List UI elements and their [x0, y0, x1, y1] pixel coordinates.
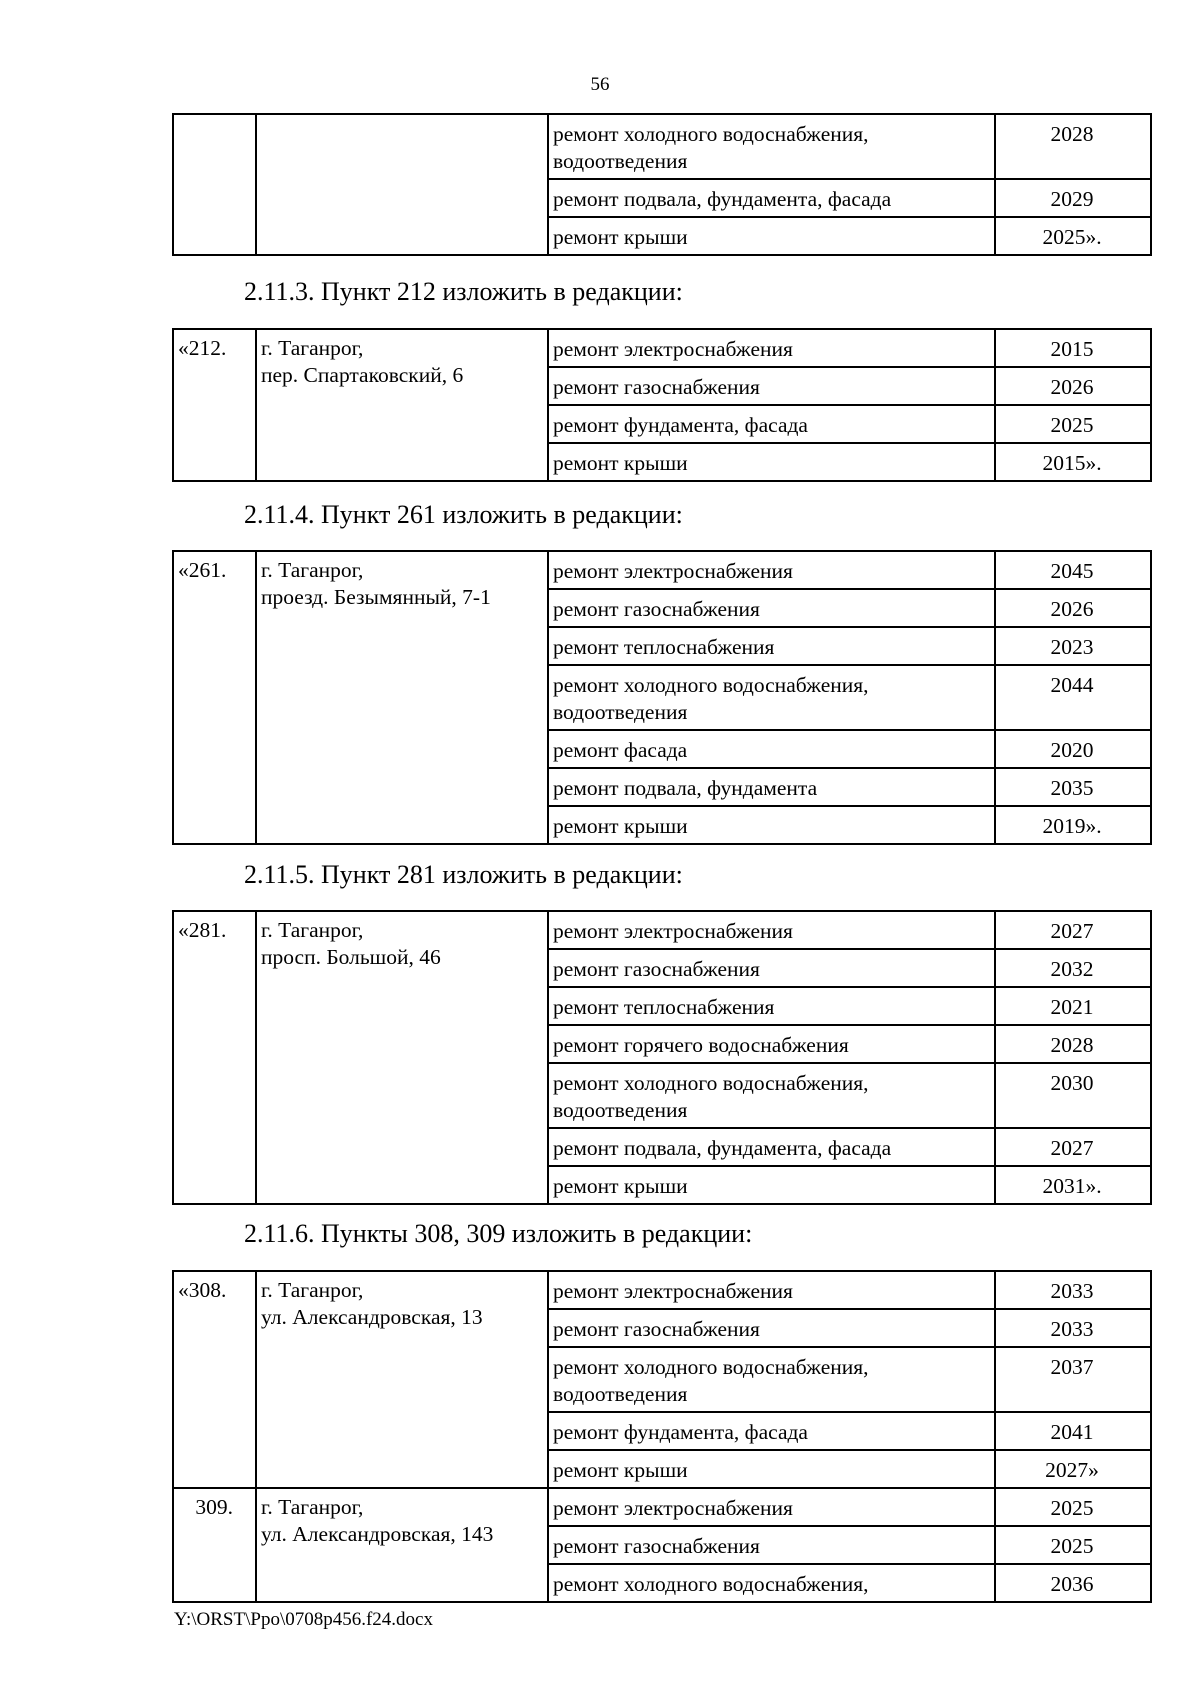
- works-table-212: [172, 328, 1152, 482]
- address-street: пер. Спартаковский, 6: [261, 363, 464, 387]
- item-address-cell: [256, 551, 548, 844]
- address-street: проезд. Безымянный, 7-1: [261, 585, 491, 609]
- page-number: 56: [590, 74, 610, 95]
- year-cell: 2033: [995, 1271, 1151, 1309]
- year-cell: 2027»: [995, 1450, 1151, 1488]
- year-cell: 2028: [995, 1025, 1151, 1063]
- section-heading: 2.11.3. Пункт 212 изложить в редакции:: [244, 277, 683, 306]
- work-type-cell: ремонт газоснабжения: [548, 367, 995, 405]
- item-number-cell: «212.: [173, 329, 256, 481]
- address-street: ул. Александровская, 143: [261, 1522, 494, 1546]
- item-number-cell: «281.: [173, 911, 256, 1204]
- work-type-cell: ремонт газоснабжения: [548, 589, 995, 627]
- year-cell: 2026: [995, 367, 1151, 405]
- work-type-cell: ремонт газоснабжения: [548, 949, 995, 987]
- year-cell: 2025».: [995, 217, 1151, 255]
- work-type-cell: ремонт крыши: [548, 217, 995, 255]
- item-address-cell: [256, 1488, 548, 1602]
- work-type-cell: ремонт электроснабжения: [548, 329, 995, 367]
- year-cell: 2026: [995, 589, 1151, 627]
- work-type-cell: ремонт газоснабжения: [548, 1309, 995, 1347]
- year-cell: 2025: [995, 1526, 1151, 1564]
- year-cell: 2033: [995, 1309, 1151, 1347]
- address-city: г. Таганрог,: [261, 558, 364, 582]
- works-table-281: [172, 910, 1152, 1205]
- year-cell: 2027: [995, 911, 1151, 949]
- address-city: г. Таганрог,: [261, 336, 364, 360]
- year-cell: 2015: [995, 329, 1151, 367]
- year-cell: 2032: [995, 949, 1151, 987]
- year-cell: 2020: [995, 730, 1151, 768]
- work-type-cell: ремонт электроснабжения: [548, 1488, 995, 1526]
- year-cell: 2021: [995, 987, 1151, 1025]
- work-type-cell: ремонт крыши: [548, 443, 995, 481]
- item-address-cell: [256, 114, 548, 255]
- address-city: г. Таганрог,: [261, 1495, 364, 1519]
- work-type-cell: ремонт горячего водоснабжения: [548, 1025, 995, 1063]
- work-type-cell: ремонт холодного водоснабжения, водоотведения: [548, 114, 995, 179]
- work-type-cell: ремонт фасада: [548, 730, 995, 768]
- year-cell: 2044: [995, 665, 1151, 730]
- work-type-cell: ремонт газоснабжения: [548, 1526, 995, 1564]
- file-path-footer: Y:\ORST\Ppo\0708p456.f24.docx: [174, 1609, 433, 1630]
- year-cell: 2035: [995, 768, 1151, 806]
- item-number-cell: [173, 114, 256, 255]
- address-street: ул. Александровская, 13: [261, 1305, 483, 1329]
- section-heading: 2.11.4. Пункт 261 изложить в редакции:: [244, 500, 683, 529]
- address-city: г. Таганрог,: [261, 1278, 364, 1302]
- work-type-cell: ремонт холодного водоснабжения, водоотведения: [548, 1063, 995, 1128]
- section-heading: 2.11.6. Пункты 308, 309 изложить в редакции:: [244, 1219, 753, 1248]
- year-cell: 2015».: [995, 443, 1151, 481]
- year-cell: 2037: [995, 1347, 1151, 1412]
- item-address-cell: [256, 911, 548, 1204]
- year-cell: 2025: [995, 1488, 1151, 1526]
- year-cell: 2036: [995, 1564, 1151, 1602]
- work-type-cell: ремонт подвала, фундамента, фасада: [548, 179, 995, 217]
- work-type-cell: ремонт подвала, фундамента: [548, 768, 995, 806]
- item-number-cell: 309.: [173, 1488, 256, 1602]
- item-number-cell: «261.: [173, 551, 256, 844]
- work-type-cell: ремонт крыши: [548, 806, 995, 844]
- works-table-continuation: [172, 113, 1152, 256]
- year-cell: 2031».: [995, 1166, 1151, 1204]
- address-street: просп. Большой, 46: [261, 945, 441, 969]
- work-type-cell: ремонт подвала, фундамента, фасада: [548, 1128, 995, 1166]
- year-cell: 2029: [995, 179, 1151, 217]
- work-type-cell: ремонт холодного водоснабжения, водоотведения: [548, 665, 995, 730]
- work-type-cell: ремонт холодного водоснабжения, водоотведения: [548, 1347, 995, 1412]
- address-city: г. Таганрог,: [261, 918, 364, 942]
- year-cell: 2041: [995, 1412, 1151, 1450]
- work-type-cell: ремонт электроснабжения: [548, 911, 995, 949]
- year-cell: 2028: [995, 114, 1151, 179]
- year-cell: 2027: [995, 1128, 1151, 1166]
- work-type-cell: ремонт теплоснабжения: [548, 987, 995, 1025]
- work-type-cell: ремонт фундамента, фасада: [548, 1412, 995, 1450]
- works-table-308-309: [172, 1270, 1152, 1603]
- year-cell: 2023: [995, 627, 1151, 665]
- section-heading: 2.11.5. Пункт 281 изложить в редакции:: [244, 860, 683, 889]
- work-type-cell: ремонт теплоснабжения: [548, 627, 995, 665]
- work-type-cell: ремонт фундамента, фасада: [548, 405, 995, 443]
- item-number-cell: «308.: [173, 1271, 256, 1488]
- work-type-cell: ремонт холодного водоснабжения,: [548, 1564, 995, 1602]
- work-type-cell: ремонт электроснабжения: [548, 551, 995, 589]
- item-address-cell: [256, 329, 548, 481]
- year-cell: 2025: [995, 405, 1151, 443]
- item-address-cell: [256, 1271, 548, 1488]
- year-cell: 2019».: [995, 806, 1151, 844]
- year-cell: 2045: [995, 551, 1151, 589]
- work-type-cell: ремонт электроснабжения: [548, 1271, 995, 1309]
- work-type-cell: ремонт крыши: [548, 1450, 995, 1488]
- year-cell: 2030: [995, 1063, 1151, 1128]
- work-type-cell: ремонт крыши: [548, 1166, 995, 1204]
- works-table-261: [172, 550, 1152, 845]
